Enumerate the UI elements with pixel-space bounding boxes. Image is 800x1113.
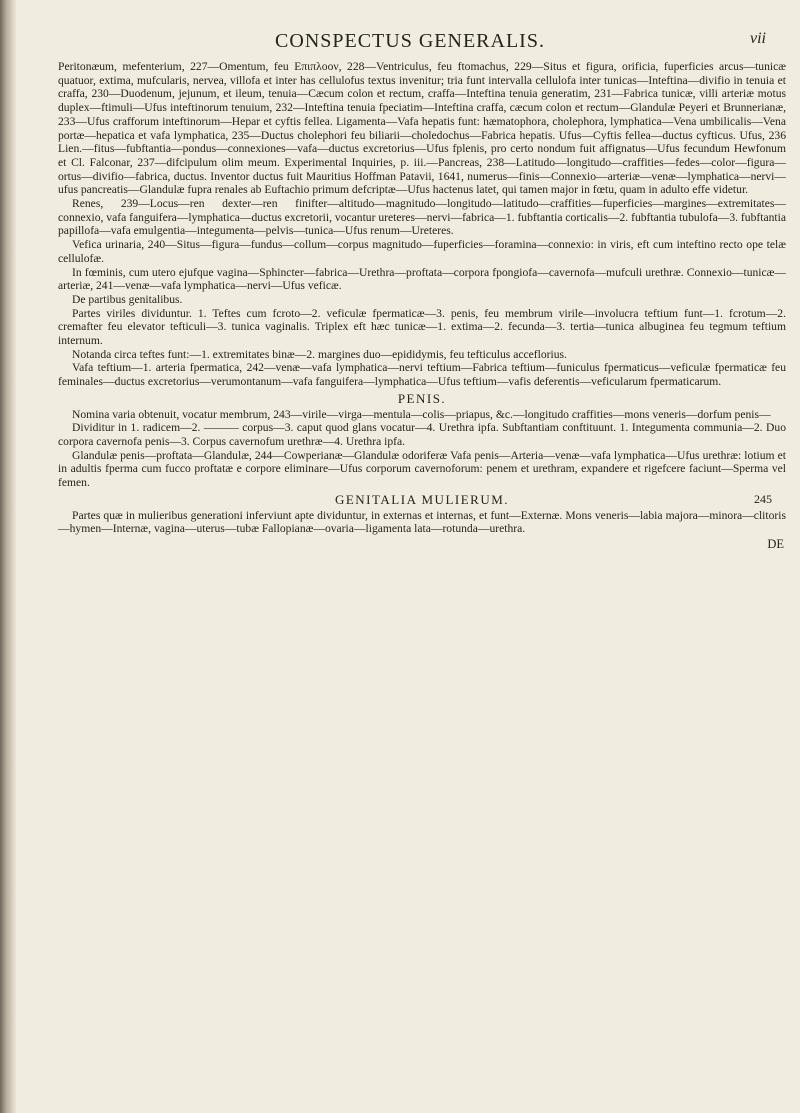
paragraph-glandulae: Glandulæ penis—proftata—Glandulæ, 244—Cowperianæ—Glandulæ odoriferæ Vafa penis—Arteria—venæ—vafa lymphatica—Ufus urethræ: lotium et in adultis fperma cum fucco proftatæ e corpore eliminare—Ufus corporum cavernoforum: penem et urethram, expandere et rigefcere faciunt—Sperma vel femen. — [58, 448, 786, 490]
genitalia-heading-text: GENITALIA MULIERUM. — [334, 491, 510, 507]
paragraph-vasa-testium: Vafa teftium—1. arteria fpermatica, 242—venæ—vafa lymphatica—nervi teftium—Fabrica teftium—funiculus fpermaticus—veficulæ fpermaticæ feu feminales—ductus excretorius—verumontanum—vafa fanguifera—lymphatica—Ufus teftium—vafis deferentis—veficularum fpermaticarum. — [58, 361, 786, 389]
paragraph-notanda: Notanda circa teftes funt:—1. extremitates binæ—2. margines duo—epididymis, feu tefticulus acceflorius. — [72, 347, 567, 361]
paragraph-de-partibus: De partibus genitalibus. — [72, 292, 183, 306]
paragraph-vesica: Vefica urinaria, 240—Situs—figura—fundus—collum—corpus magnitudo—fuperficies—foramina—connexio: in viris, eft cum inteftino recto ope telæ cellulofæ. — [58, 238, 786, 265]
body-text — [58, 60, 786, 1100]
genitalia-page-ref: 245 — [754, 491, 772, 506]
catchword: DE — [767, 536, 784, 551]
paragraph-nomina: Nomina varia obtenuit, vocatur membrum, 243—virile—virga—mentula—colis—priapus, &c.—longitudo craffities—mons veneris—dorfum penis— — [72, 407, 771, 421]
page-number: vii — [750, 30, 766, 47]
running-head: CONSPECTUS GENERALIS. — [275, 30, 545, 52]
paragraph-renes: Renes, 239—Locus—ren dexter—ren finifter—altitudo—magnitudo—longitudo—latitudo—craffities—fuperficies—margines—extremitates—connexio, vafa fanguifera—lymphatica—ductus excretorii, vocantur ureteres—nervi—fabrica—1. fubftantia corticalis—2. fubftantia tubulofa—3. fubftantia papillofa—vafa emulgentia—integumenta—pelvis—tunica—Ufus renum—Ureteres. — [58, 197, 786, 238]
paragraph-peritonaeum: Peritonæum, mefenterium, 227—Omentum, feu Επιπλοον, 228—Ventriculus, feu ftomachus, 229—Situs et figura, orificia, fuperficies arcus—tunicæ quatuor, extima, mufcularis, nervea, villofa et inter has cellulofus textus invenitur; tria funt intervalla cellulofa inter tunicas—Inteftina—divifio in tenuia et craffa, 230—Duodenum, jejunum, et ileum, tenuia—Cæcum colon et rectum, craffa—Inteftina tenuia generatim, 231—Fabrica tunicæ, villi arteriæ motus duplex—ftimuli—Ufus inteftinorum tenuium, 232—Inteftina tenuia fpeciatim—Inteftina craffa, cæcum colon et rectum—Glandulæ Peyeri et Brunnerianæ, 233—Ufus crafforum inteftinorum—Hepar et cyftis fellea. Ligamenta—Vafa hepatis funt: hæmatophora, cholephora, lymphatica—Vena umbilicalis—Vena portæ—hepatica et vafa lymphatica, 235—Ductus cholephori feu biliarii—choledochus—Fabrica hepatis. Ufus—Cyftis fellea—ductus cyfticus. Ufus, 236 Lien.—fitus—fubftantia—pondus—connexiones—vafa—ductus excretorius—Ufus fplenis, pro certo nondum fuit affignatus—Ufus fecundum Hewfonum et Cl. Falconar, 237—difcipulum olim meum. Experimental Inquiries, p. iii.—Pancreas, 238—Latitudo—longitudo—craffities—fedes—color—figura—ortus—divifio—fabrica, ductus. Inventor ductus fuit Mauritius Hoffman Patavii, 1641, numerus—finis—Connexio—arteriæ—venæ—lymphatica—nervi—ufus pancreatis—Glandulæ fupra renales ab Euftachio primum defcriptæ—Ufus hactenus latet, qui tamen major in fœtu, quam in adulto effe videtur. — [58, 60, 786, 197]
section-heading-penis: PENIS. — [397, 390, 447, 406]
binding-shadow — [0, 0, 16, 1113]
paragraph-dividitur: Dividitur in 1. radicem—2. ——— corpus—3. caput quod glans vocatur—4. Urethra ipfa. Subftantiam conftituunt. 1. Integumenta communia—2. Duo corpora cavernofa penis—3. Corpus cavernofum urethræ—4. Urethra ipfa. — [58, 421, 786, 448]
section-heading-genitalia — [58, 493, 786, 507]
paragraph-partes-mulierum: Partes quæ in mulieribus generationi inferviunt apte dividuntur, in externas et internas, et funt—Externæ. Mons veneris—labia majora—minora—clitoris—hymen—Internæ, vagina—uterus—tubæ Fallopianæ—ovaria—ligamenta lata—rotunda—urethra. — [58, 508, 786, 536]
paragraph-partes-viriles: Partes viriles dividuntur. 1. Teftes cum fcroto—2. veficulæ fpermaticæ—3. penis, feu membrum virile—involucra teftium funt—1. fcrotum—2. cremafter feu elevator tefticuli—3. tunica vaginalis. Triplex eft hæc tunicæ—1. extima—2. fecunda—3. tertia—tunica albuginea feu tegmum teftium internum. — [58, 306, 786, 348]
paragraph-foeminis: In fœminis, cum utero ejufque vagina—Sphincter—fabrica—Urethra—proftata—corpora fpongiofa—cavernofa—mufculi urethræ. Connexio—tunicæ—arteriæ, 241—venæ—vafa lymphatica—nervi—Ufus veficæ. — [58, 265, 786, 293]
